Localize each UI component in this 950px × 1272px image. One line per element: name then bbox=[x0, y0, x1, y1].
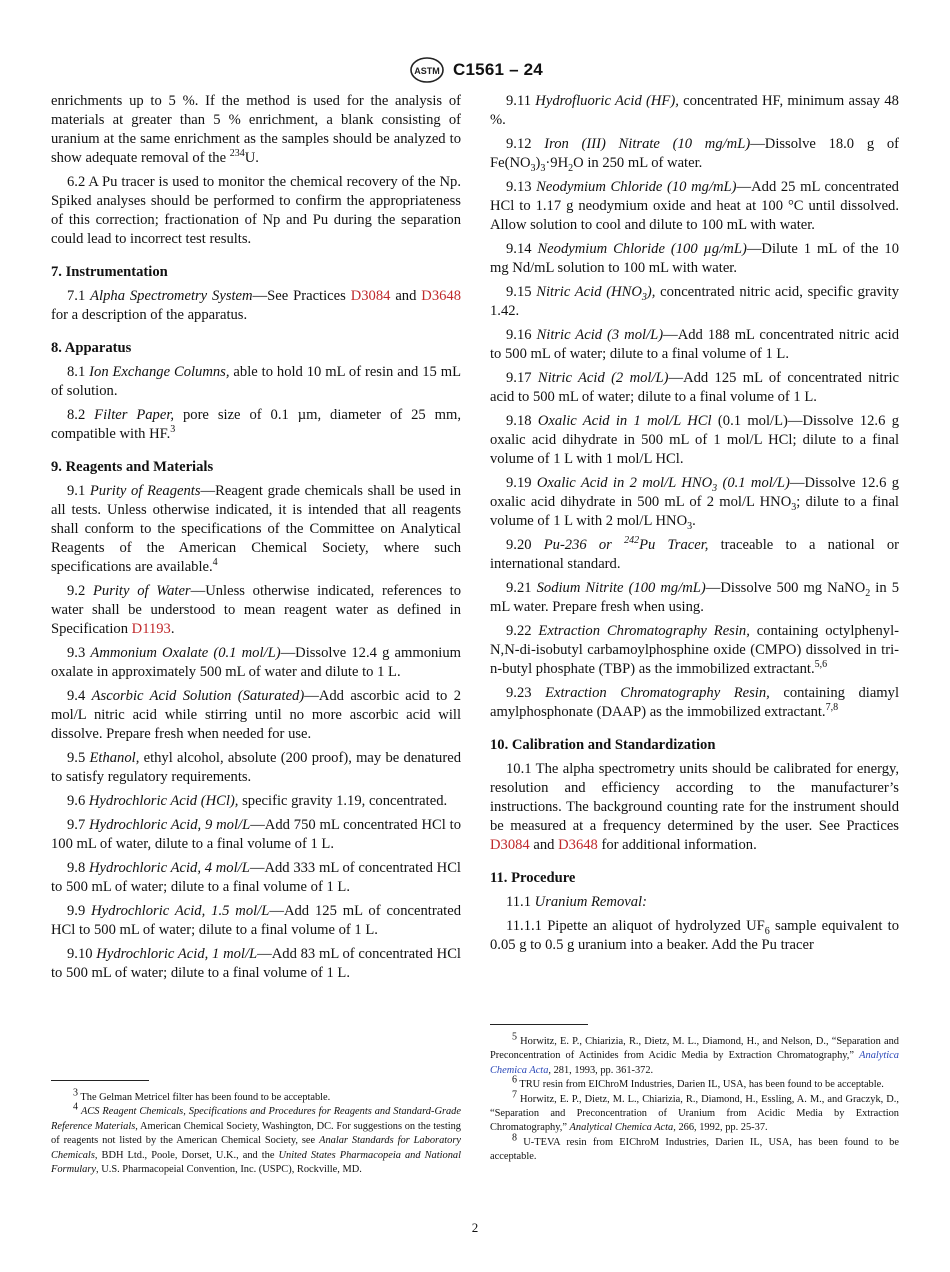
paragraph-9-8: 9.8 Hydrochloric Acid, 4 mol/L—Add 333 mL of concentrated HCl to 500 mL of water; dilute to a final volume of 1 L. bbox=[51, 860, 461, 895]
paragraph-9-21: 9.21 Sodium Nitrite (100 mg/mL)—Dissolve 500 mg NaNO$_2$ in 5 mL water. Prepare fresh when using. bbox=[490, 580, 899, 615]
paragraph-11-1: 11.1 Uranium Removal: bbox=[506, 894, 647, 910]
footnotes-right bbox=[490, 1024, 899, 1165]
footnote-ref-3[interactable]: 3 bbox=[170, 424, 176, 436]
footnotes-left bbox=[51, 1080, 461, 1177]
paragraph-9-11: 9.11 Hydrofluoric Acid (HF), concentrated HF, minimum assay 48 %. bbox=[490, 93, 899, 128]
left-column bbox=[51, 92, 461, 988]
footnote-8: $^8$ U-TEVA resin from EIChroM Industries, Darien IL, USA, has been found to be acceptable. bbox=[490, 1132, 899, 1163]
paragraph-9-1: 9.1 Purity of Reagents—Reagent grade chemicals shall be used in all tests. Unless otherwise indicated, it is intended that all reagents shall conform to the specifications of the Committee on Analytical Reagents of the American Chemical Society, where such specifications are available.$^4$ bbox=[51, 483, 461, 575]
paragraph-9-10: 9.10 Hydrochloric Acid, 1 mol/L—Add 83 mL of concentrated HCl to 500 mL of water; dilute to a final volume of 1 L. bbox=[51, 946, 461, 981]
astm-logo bbox=[407, 56, 447, 84]
paragraph-9-23: 9.23 Extraction Chromatography Resin, containing diamyl amylphosphonate (DAAP) as the immobilized extractant.$^{7,8}$ bbox=[490, 685, 900, 720]
paragraph-9-3: 9.3 Ammonium Oxalate (0.1 mol/L)—Dissolve 12.4 g ammonium oxalate in approximately 500 mL of water and dilute to 1 L. bbox=[51, 645, 461, 680]
footnote-4: $^4$ ACS Reagent Chemicals, Specifications and Procedures for Reagents and Standard-Grade Reference Materials, American Chemical Society, Washington, DC. For suggestions on the testing of reagents not listed by the American Chemical Society, see Analar Standards for Laboratory Chemicals, BDH Ltd., Poole, Dorset, U.K., and the United States Pharmacopeia and National Formulary, U.S. Pharmacopeial Convention, Inc. (USPC), Rockville, MD. bbox=[51, 1101, 461, 1176]
footnote-divider bbox=[490, 1024, 588, 1025]
paragraph-6-1-cont: enrichments up to 5 %. If the method is used for the analysis of materials at greater than 5 % enrichment, a blank consisting of uranium at the same enrichment as the samples should be analyzed to show adequate removal of the $^{234}$U. bbox=[51, 93, 461, 166]
paragraph-8-1: 8.1 Ion Exchange Columns, able to hold 10 mL of resin and 15 mL of solution. bbox=[51, 364, 461, 399]
paragraph-9-4: 9.4 Ascorbic Acid Solution (Saturated)—Add ascorbic acid to 2 mol/L nitric acid while stirring until no more ascorbic acid will dissolve. Prepare fresh when needed for use. bbox=[51, 688, 462, 742]
section-heading-8: 8. Apparatus bbox=[51, 340, 132, 356]
link-d3084[interactable]: D3084 bbox=[350, 288, 391, 304]
section-heading-9: 9. Reagents and Materials bbox=[51, 459, 214, 475]
paragraph-8-2: 8.2 Filter Paper, pore size of 0.1 µm, diameter of 25 mm, compatible with HF.$^3$ bbox=[51, 407, 461, 442]
link-d3084[interactable]: D3084 bbox=[490, 837, 530, 853]
footnote-3: $^3$ The Gelman Metricel filter has been found to be acceptable. bbox=[73, 1087, 331, 1103]
link-d1193[interactable]: D1193 bbox=[131, 621, 171, 637]
journal-link-analytica-chemica-acta[interactable]: Analytica Chemica Acta bbox=[490, 1050, 899, 1076]
footnote-divider bbox=[51, 1080, 149, 1081]
footnote-5: $^5$ Horwitz, E. P., Chiarizia, R., Dietz, M. L., Diamond, H., and Nelson, D., “Separation and Preconcentration of Actinides from Acidic Media by Extraction Chromatography,” Analytica Chemica Acta, 281, 1993, pp. 361-372. bbox=[490, 1031, 899, 1076]
paragraph-9-19: 9.19 Oxalic Acid in 2 mol/L $HNO_3$ (0.1 mol/L)—Dissolve 12.6 g oxalic acid dihydrate in 500 mL of 2 mol/L $HNO_3$; dilute to a final volume of 1 L with 2 mol/L $HNO_3$. bbox=[490, 475, 900, 532]
document-id: C1561 – 24 bbox=[453, 60, 543, 79]
section-heading-10: 10. Calibration and Standardization bbox=[490, 737, 716, 753]
page-number: 2 bbox=[471, 1220, 479, 1235]
footnote-ref-5-6[interactable]: 5,6 bbox=[814, 659, 828, 671]
paragraph-9-14: 9.14 Neodymium Chloride (100 µg/mL)—Dilute 1 mL of the 10 mg Nd/mL solution to 100 mL with water. bbox=[490, 241, 900, 276]
paragraph-9-18: 9.18 Oxalic Acid in 1 mol/L HCl (0.1 mol/L)—Dissolve 12.6 g oxalic acid dihydrate in 500 mL of 1 mol/L HCl; dilute to a final volume of 1 L with 1 mol/L HCl. bbox=[490, 413, 899, 467]
footnote-ref-7-8[interactable]: 7,8 bbox=[825, 702, 839, 714]
paragraph-9-16: 9.16 Nitric Acid (3 mol/L)—Add 188 mL concentrated nitric acid to 500 mL of water; dilute to a final volume of 1 L. bbox=[490, 327, 900, 362]
link-d3648[interactable]: D3648 bbox=[558, 837, 598, 853]
paragraph-9-22: 9.22 Extraction Chromatography Resin, containing octylphenyl-N,N-di-isobutyl carbamoylphosphine oxide (CMPO) dissolved in tri-n-butyl phosphate (TBP) as the immobilized extractant.$^{5,6}$ bbox=[490, 623, 899, 677]
footnote-ref-4[interactable]: 4 bbox=[212, 557, 218, 569]
paragraph-9-5: 9.5 Ethanol, ethyl alcohol, absolute (200 proof), may be denatured to satisfy regulatory requirements. bbox=[51, 750, 461, 785]
paragraph-6-2: 6.2 A Pu tracer is used to monitor the chemical recovery of the Np. Spiked analyses should be performed to confirm the appropriateness of this correction; fractionation of Np and Pu during the separation could lead to incorrect test results. bbox=[51, 174, 461, 247]
paragraph-9-7: 9.7 Hydrochloric Acid, 9 mol/L—Add 750 mL concentrated HCl to 100 mL of water, dilute to a final volume of 1 L. bbox=[51, 817, 461, 852]
right-column bbox=[490, 92, 899, 960]
section-heading-7: 7. Instrumentation bbox=[51, 264, 168, 280]
page-header bbox=[0, 56, 950, 84]
paragraph-7-1: 7.1 Alpha Spectrometry System—See Practices D3084 and D3648 for a description of the apparatus. bbox=[51, 288, 462, 323]
footnote-7: $^7$ Horwitz, E. P., Dietz, M. L., Chiarizia, R., Diamond, H., Essling, A. M., and Graczyk, D., “Separation and Preconcentration of Uranium from Acidic Media by Extraction Chromatography,” Analytical Chemica Acta, 266, 1992, pp. 25-37. bbox=[490, 1089, 899, 1134]
paragraph-9-20: 9.20 Pu-236 or $^{242}$Pu Tracer, traceable to a national or international standard. bbox=[490, 535, 900, 572]
footnote-6: $^6$ TRU resin from EIChroM Industries, Darien IL, USA, has been found to be acceptable. bbox=[512, 1074, 884, 1091]
paragraph-9-17: 9.17 Nitric Acid (2 mol/L)—Add 125 mL of concentrated nitric acid to 500 mL of water; dilute to a final volume of 1 L. bbox=[490, 370, 900, 405]
paragraph-9-6: 9.6 Hydrochloric Acid (HCl), specific gravity 1.19, concentrated. bbox=[67, 793, 448, 809]
paragraph-9-15: 9.15 Nitric Acid $(HNO_3)$, concentrated nitric acid, specific gravity 1.42. bbox=[490, 284, 899, 319]
paragraph-9-2: 9.2 Purity of Water—Unless otherwise indicated, references to water shall be understood to mean reagent water as defined in Specification D1193. bbox=[51, 583, 462, 637]
paragraph-11-1-1: 11.1.1 Pipette an aliquot of hydrolyzed $UF_6$ sample equivalent to 0.05 g to 0.5 g uranium into a beaker. Add the Pu tracer bbox=[490, 918, 899, 953]
section-heading-11: 11. Procedure bbox=[490, 870, 576, 886]
paragraph-10-1: 10.1 The alpha spectrometry units should be calibrated for energy, resolution and efficiency according to the manufacturer’s instructions. The background counting rate for the instrument should be measured at a frequency determined by the user. See Practices D3084 and D3648 for additional information. bbox=[490, 761, 899, 853]
paragraph-9-12: 9.12 Iron (III) Nitrate (10 mg/mL)—Dissolve 18.0 g of $Fe(NO_3)_3\cdot 9H_2O$ in 250 mL of water. bbox=[490, 136, 899, 174]
astm-logo-text: ASTM bbox=[414, 66, 440, 76]
paragraph-9-13: 9.13 Neodymium Chloride (10 mg/mL)—Add 25 mL concentrated HCl to 1.17 g neodymium oxide and heat at 100 °C until dissolved. Allow solution to cool and dilute to 100 mL with water. bbox=[490, 179, 899, 233]
paragraph-9-9: 9.9 Hydrochloric Acid, 1.5 mol/L—Add 125 mL of concentrated HCl to 500 mL of water; dilute to a final volume of 1 L. bbox=[51, 903, 461, 938]
link-d3648[interactable]: D3648 bbox=[421, 288, 462, 304]
